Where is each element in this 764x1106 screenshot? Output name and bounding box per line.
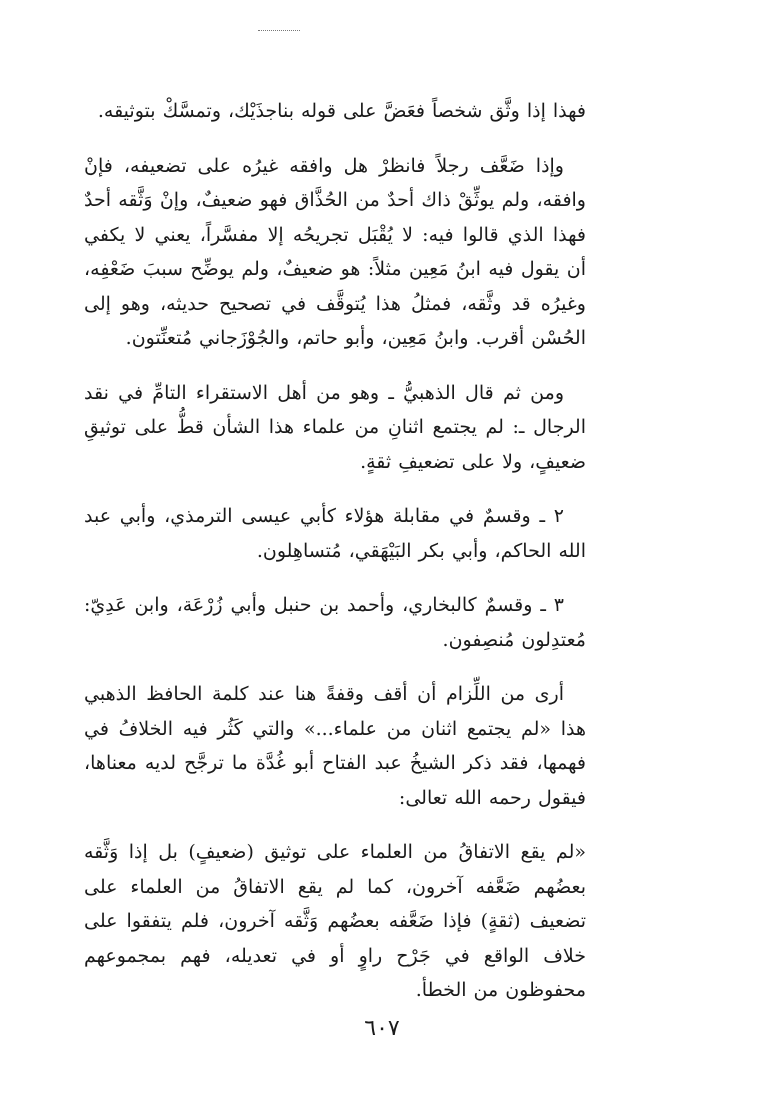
paragraph-2: وإذا ضَعَّف رجلاً فانظرْ هل وافقه غيرُه على تضعيفه، فإنْ وافقه، ولم يوثِّقْ ذاك أحدٌ من الحُذَّاق فهو ضعيفٌ، وإنْ وَثَّقه أحدٌ فهذا الذي قالوا فيه: لا يُقْبَل تجريحُه إلا مفسَّراً، يعني لا يكفي أن يقول فيه ابنُ مَعِين مثلاً: هو ضعيفٌ، ولم يوضِّح سببَ ضَعْفِه، وغيرُه قد وثَّقه، فمثلُ هذا يُتوقَّف في تصحيح حديثه، وهو إلى الحُسْن أقرب. وابنُ مَعِين، وأبو حاتم، والجُوْزَجاني مُتعنِّتون.: [84, 154, 586, 349]
paragraph-5: ٣ ـ وقسمٌ كالبخاري، وأحمد بن حنبل وأبي زُرْعَة، وابن عَدِيّ: مُعتدِلون مُنصِفون.: [84, 594, 586, 651]
page-number: ٦٠٧: [364, 1016, 400, 1041]
paragraph-7-quote: «لم يقع الاتفاقُ من العلماء على توثيق (ضعيفٍ) بل إذا وَثَّقه بعضُهم ضَعَّفه آخرون، كما لم يقع الاتفاقُ من العلماء على تضعيف (ثقةٍ) فإذا ضَعَّفه بعضُهم وَثَّقه آخرون، فلم يتفقوا على خلاف الواقع في جَرْح راوٍ أو في تعديله، فهم بمجموعهم محفوظون من الخطأ.: [84, 841, 586, 1001]
page-body: [84, 94, 586, 1028]
paragraph-1: فهذا إذا وثَّق شخصاً فعَضَّ على قوله بناجذَيْك، وتمسَّكْ بتوثيقه.: [97, 100, 586, 122]
paragraph-4: ٢ ـ وقسمٌ في مقابلة هؤلاء كأبي عيسى الترمذي، وأبي عبد الله الحاكم، وأبي بكر البَيْهَقي، مُتساهِلون.: [84, 505, 586, 562]
top-divider: [258, 30, 300, 31]
paragraph-3: ومن ثم قال الذهبيُّ ـ وهو من أهل الاستقراء التامِّ في نقد الرجال ـ: لم يجتمع اثنانِ من علماء هذا الشأن قطُّ على توثيقِ ضعيفٍ، ولا على تضعيفِ ثقةٍ.: [84, 381, 586, 473]
paragraph-6: أرى من اللِّزام أن أقف وقفةً هنا عند كلمة الحافظ الذهبي هذا «لم يجتمع اثنان من علماء...» والتي كَثُر فيه الخلافُ في فهمها، فقد ذكر الشيخُ عبد الفتاح أبو غُدَّة ما ترجَّح لديه معناها، فيقول رحمه الله تعالى:: [84, 683, 586, 809]
